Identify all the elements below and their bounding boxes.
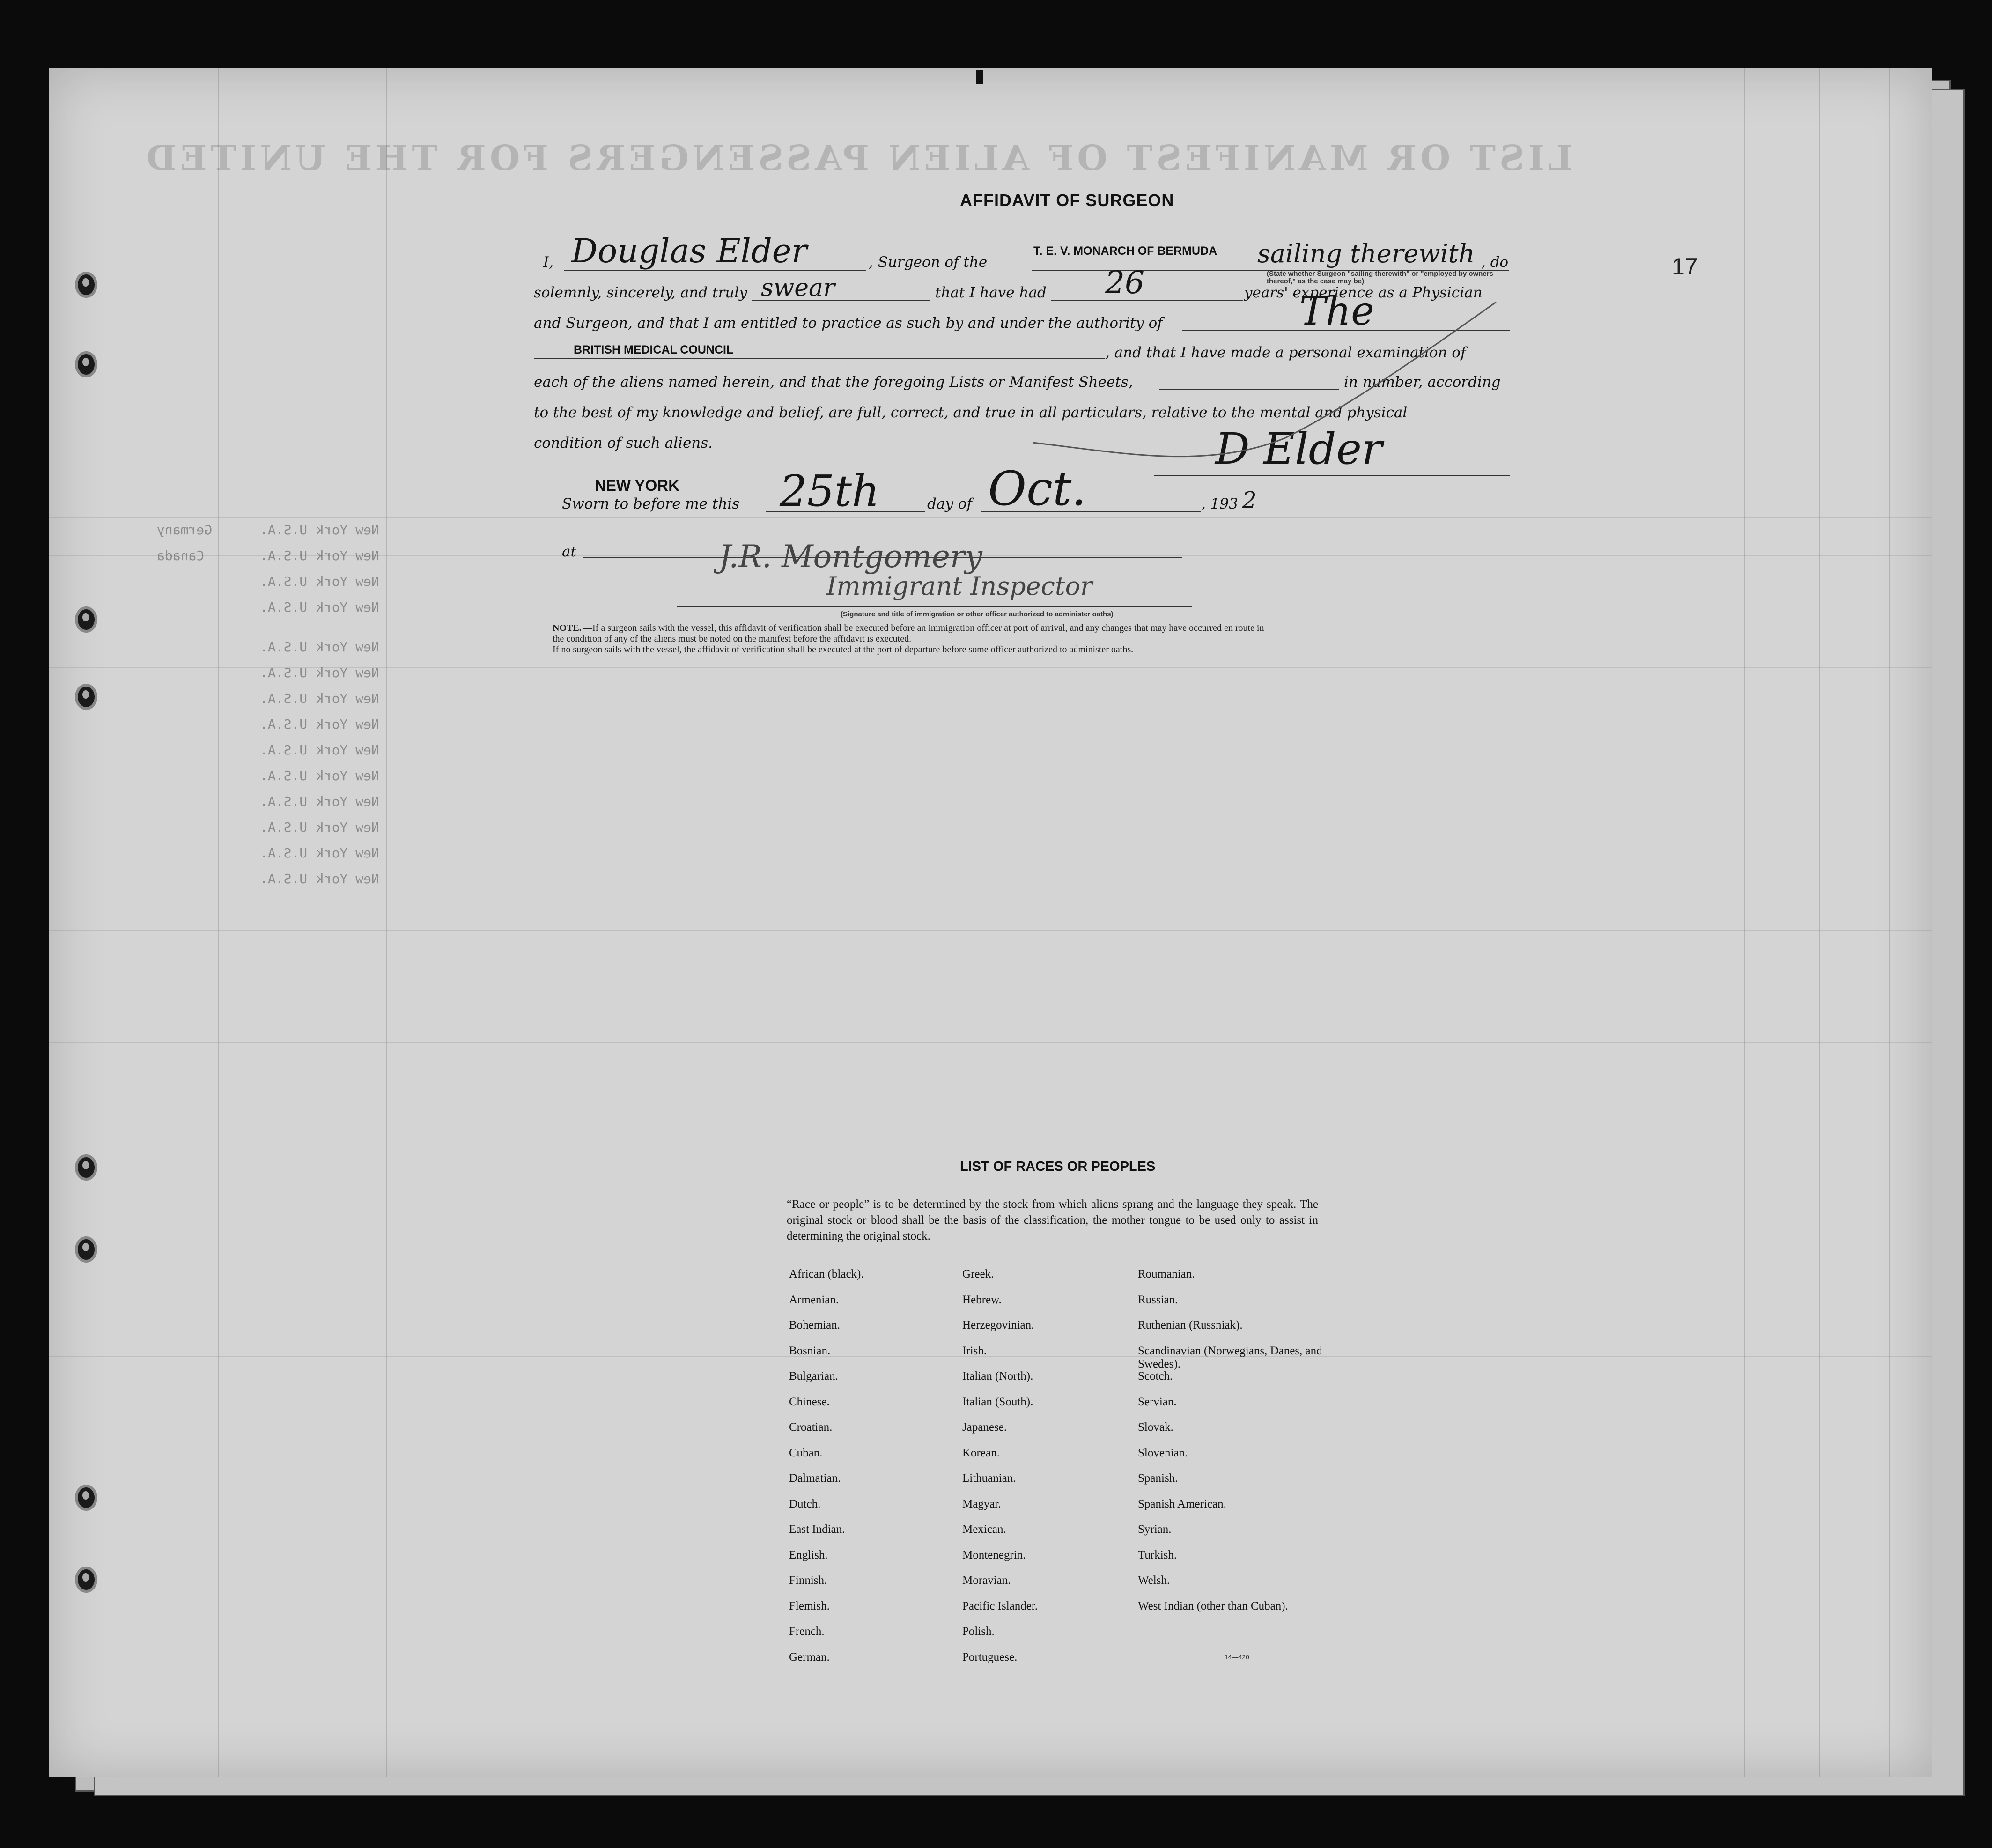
race-item: Ruthenian (Russniak). — [1138, 1319, 1243, 1331]
race-item: Syrian. — [1138, 1523, 1172, 1536]
bleed-through-cell: U.S.A. — [260, 522, 308, 538]
year-suffix: 2 — [1242, 487, 1257, 513]
race-item: Welsh. — [1138, 1574, 1170, 1587]
bleed-through-cell: U.S.A. — [260, 794, 308, 809]
location: NEW YORK — [595, 477, 679, 494]
grid-line — [1819, 68, 1820, 1777]
race-item: Russian. — [1138, 1293, 1178, 1306]
race-item: German. — [789, 1650, 830, 1663]
authority-handwritten: The — [1299, 288, 1374, 334]
race-item: Scotch. — [1138, 1370, 1173, 1382]
punch-hole — [75, 606, 97, 633]
race-item: Bohemian. — [789, 1319, 841, 1331]
race-item: African (black). — [789, 1268, 864, 1280]
bleed-through-cell: U.S.A. — [260, 599, 308, 615]
bleed-through-cell: New York — [316, 742, 379, 758]
grid-line — [218, 68, 219, 1777]
bleed-through-cell: New York — [316, 522, 379, 538]
note-line1: —If a surgeon sails with the vessel, this affidavit of verification shall be executed before an immigration officer at port of arrival, and any changes that may have occurred en route in — [583, 623, 1264, 633]
grid-line — [1744, 68, 1745, 1777]
race-item: Bosnian. — [789, 1344, 831, 1357]
i-label: I, — [543, 254, 554, 271]
punch-hole — [75, 272, 97, 298]
officer-signature: J.R. Montgomery — [719, 539, 982, 575]
bleed-through-cell: U.S.A. — [260, 871, 308, 887]
race-item: Spanish American. — [1138, 1497, 1226, 1510]
grid-line — [1889, 68, 1890, 1777]
race-item: Dalmatian. — [789, 1472, 841, 1485]
race-item: Spanish. — [1138, 1472, 1178, 1485]
bleed-through-cell: U.S.A. — [260, 768, 308, 784]
race-item: Servian. — [1138, 1395, 1177, 1408]
bleed-through-cell: New York — [316, 639, 379, 655]
bleed-through-cell: New York — [316, 691, 379, 706]
bleed-through-cell: U.S.A. — [260, 574, 308, 589]
race-item: Irish. — [962, 1344, 987, 1357]
race-item: Turkish. — [1138, 1548, 1177, 1561]
bleed-through-cell: New York — [316, 717, 379, 732]
line3-label: and Surgeon, and that I am entitled to practice as such by and under the authority of — [534, 315, 1163, 332]
race-item: Bulgarian. — [789, 1370, 838, 1382]
line7: condition of such aliens. — [534, 435, 713, 451]
line4-end: , and that I have made a personal examination of — [1105, 344, 1466, 361]
surgeon-of-label: , Surgeon of the — [869, 254, 988, 271]
sailing-status: sailing therewith — [1257, 239, 1475, 268]
race-item: East Indian. — [789, 1523, 845, 1536]
years-label: that I have had — [935, 284, 1047, 301]
page-number: 17 — [1672, 253, 1698, 280]
race-item: Italian (South). — [962, 1395, 1033, 1408]
note-line2: the condition of any of the aliens must be noted on the manifest before the affidavit is executed. — [553, 634, 912, 644]
note-label: NOTE. — [553, 623, 582, 633]
race-item: Armenian. — [789, 1293, 839, 1306]
race-item: Finnish. — [789, 1574, 827, 1587]
oath-word: swear — [761, 274, 835, 302]
race-item: Mexican. — [962, 1523, 1006, 1536]
race-item: Moravian. — [962, 1574, 1011, 1587]
officer-signature-line — [677, 606, 1192, 607]
race-item: Herzegovinian. — [962, 1319, 1034, 1331]
bleed-through-cell: U.S.A. — [260, 639, 308, 655]
sworn-month: Oct. — [988, 461, 1086, 516]
bleed-through-cell: U.S.A. — [260, 665, 308, 680]
punch-hole — [75, 1236, 97, 1263]
race-item: Slovak. — [1138, 1421, 1173, 1434]
bleed-through-cell: U.S.A. — [260, 845, 308, 861]
bleed-through-cell: New York — [316, 574, 379, 589]
bleed-through-cell: U.S.A. — [260, 717, 308, 732]
bleed-through-cell: New York — [316, 845, 379, 861]
race-item: Korean. — [962, 1446, 1000, 1459]
edge-mark — [976, 70, 983, 84]
bleed-through-cell: Germany — [157, 522, 213, 538]
note-line3: If no surgeon sails with the vessel, the affidavit of verification shall be executed at the port of departure before some officer authorized to administer oaths. — [553, 644, 1134, 655]
grid-line — [49, 930, 1932, 931]
punch-hole — [75, 1567, 97, 1593]
race-item: Pacific Islander. — [962, 1599, 1038, 1612]
races-column-2 — [962, 1268, 1038, 1676]
sworn-label: Sworn to before me this — [562, 495, 740, 512]
surgeon-name: Douglas Elder — [571, 232, 807, 270]
race-item: Greek. — [962, 1268, 994, 1280]
sworn-day: 25th — [780, 466, 880, 516]
race-item: Dutch. — [789, 1497, 821, 1510]
grid-line — [49, 1042, 1932, 1043]
punch-hole — [75, 351, 97, 377]
at-label: at — [562, 543, 576, 560]
document-page — [49, 68, 1932, 1777]
race-item: French. — [789, 1625, 825, 1638]
bleed-through-cell: New York — [316, 871, 379, 887]
race-item: Cuban. — [789, 1446, 823, 1459]
punch-hole — [75, 684, 97, 710]
years-value: 26 — [1105, 265, 1144, 301]
day-of-label: day of — [927, 495, 972, 512]
races-column-3 — [1138, 1268, 1335, 1625]
grid-line — [386, 68, 387, 1777]
bleed-through-cell: New York — [316, 548, 379, 563]
line6: to the best of my knowledge and belief, are full, correct, and true in all particulars, relative to the mental and physical — [534, 404, 1408, 421]
bleed-through-heading: LIST OR MANIFEST OF ALIEN PASSENGERS FOR THE UNITED — [143, 138, 1573, 178]
race-item: Italian (North). — [962, 1370, 1033, 1382]
do-label: , do — [1481, 254, 1509, 271]
race-item: Polish. — [962, 1625, 995, 1638]
races-intro: “Race or people” is to be determined by the stock from which aliens sprang and the language they speak. The original stock or blood shall be the basis of the classification, the mother tongue to be used only to assist in determining the original stock. — [787, 1198, 1318, 1242]
bleed-through-cell: U.S.A. — [260, 742, 308, 758]
race-item: Japanese. — [962, 1421, 1007, 1434]
race-item: Flemish. — [789, 1599, 830, 1612]
bleed-through-cell: New York — [316, 665, 379, 680]
affidavit-title: AFFIDAVIT OF SURGEON — [960, 191, 1174, 210]
race-item: Lithuanian. — [962, 1472, 1016, 1485]
race-item: Montenegrin. — [962, 1548, 1026, 1561]
race-item: Croatian. — [789, 1421, 833, 1434]
year-prefix: , 193 — [1201, 495, 1238, 512]
races-title: LIST OF RACES OR PEOPLES — [960, 1159, 1156, 1174]
line5-label: each of the aliens named herein, and that the foregoing Lists or Manifest Sheets, — [534, 374, 1133, 391]
surgeon-signature: D Elder — [1215, 424, 1382, 474]
bleed-through-cell: New York — [316, 794, 379, 809]
race-item: Roumanian. — [1138, 1268, 1195, 1280]
race-item: Portuguese. — [962, 1650, 1018, 1663]
race-item: Magyar. — [962, 1497, 1001, 1510]
bleed-through-cell: New York — [316, 820, 379, 835]
bleed-through-cell: New York — [316, 599, 379, 615]
grid-line — [49, 517, 1932, 518]
bleed-through-cell: U.S.A. — [260, 691, 308, 706]
authority-printed: BRITISH MEDICAL COUNCIL — [574, 343, 734, 356]
form-number: 14—420 — [1225, 1653, 1249, 1661]
officer-title-handwritten: Immigrant Inspector — [826, 571, 1092, 601]
race-item: Scandinavian (Norwegians, Danes, and Swedes). — [1138, 1344, 1322, 1370]
race-item: Chinese. — [789, 1395, 830, 1408]
line2-end: years' experience as a Physician — [1244, 284, 1483, 301]
signature-stroke — [995, 283, 1501, 480]
ship-name: T. E. V. MONARCH OF BERMUDA — [1033, 244, 1217, 258]
bleed-through-cell: U.S.A. — [260, 548, 308, 563]
races-column-1 — [789, 1268, 864, 1676]
officer-caption: (Signature and title of immigration or other officer authorized to administer oaths) — [841, 610, 1114, 618]
bleed-through-cell: Canada — [157, 548, 205, 563]
bleed-through-cell: New York — [316, 768, 379, 784]
sailing-note: (State whether Surgeon "sailing therewith" or "employed by owners thereof," as the case may be) — [1267, 270, 1493, 285]
punch-hole — [75, 1154, 97, 1181]
line2-label: solemnly, sincerely, and truly — [534, 284, 747, 301]
line5-end: in number, according — [1344, 374, 1501, 391]
race-item: English. — [789, 1548, 828, 1561]
surgeon-name-field — [564, 270, 866, 271]
race-item: Slovenian. — [1138, 1446, 1188, 1459]
bleed-through-cell: U.S.A. — [260, 820, 308, 835]
race-item: Hebrew. — [962, 1293, 1002, 1306]
punch-hole — [75, 1485, 97, 1511]
race-item: West Indian (other than Cuban). — [1138, 1599, 1288, 1612]
